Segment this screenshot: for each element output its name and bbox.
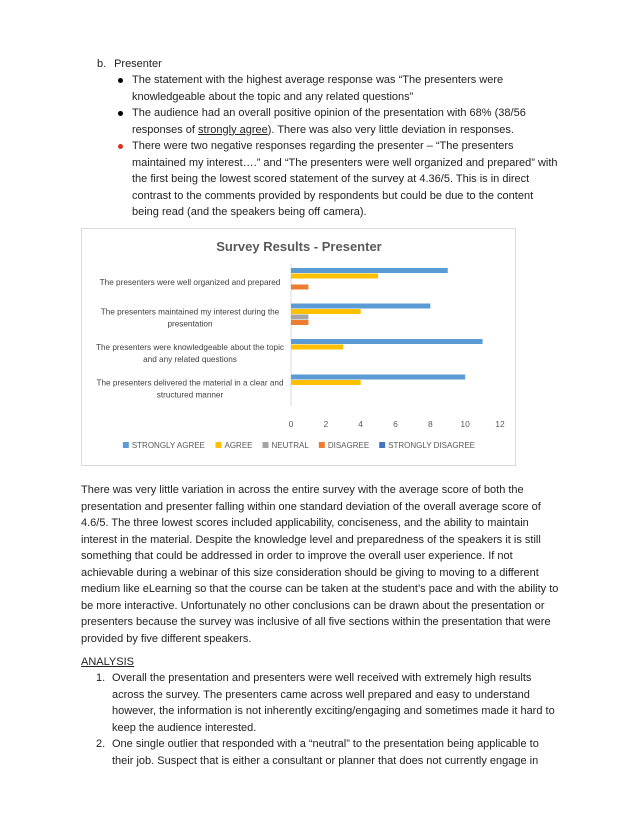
bar-agree xyxy=(291,309,361,314)
bar-disagree xyxy=(291,320,308,325)
bullet-text: There were two negative responses regarding the presenter – “The presenters maintained my interest….” and “The presenters were well organized and prepared” with the first being the lowest scored statement of the survey at 4.36/5. This is in direct contrast to the comments provided by respondents but could be due to the content being read (and the speakers being off camera). xyxy=(132,140,558,218)
bar-disagree xyxy=(291,285,308,290)
bar-strongly-agree xyxy=(291,268,448,273)
legend-swatch xyxy=(262,442,268,448)
chart-title: Survey Results - Presenter xyxy=(216,239,382,254)
bullet-text-after: ). There was also very little deviation in responses. xyxy=(267,123,514,136)
analysis-item-number: 2. xyxy=(96,738,106,750)
section-b-heading xyxy=(97,56,162,73)
bar-neutral xyxy=(291,315,308,320)
summary-paragraph: There was very little variation in across the entire survey with the average score of both the presentation and presenter falling within one standard deviation of the overall average score of 4.6/5. The three lowest scores included applicability, conciseness, and the ability to maintain interest in the material. Despite the knowledge level and preparedness of the speakers it is still something that could be addressed in order to improve the overall user experience. If not achievable during a webinar of this size consideration should be giving to moving to a different medium like eLearning so that the course can be taken at the student’s pace and with the ability to be more interactive. Unfortunately no other conclusions can be drawn about the presentation or presenters because the survey was inclusive of all five sections within the presentation that were provided by five different speakers. xyxy=(81,484,559,645)
analysis-item-text: Overall the presentation and presenters were well received with extremely high results across the survey. The presenters came across well prepared and easy to understand however, the information is not inherently exciting/engaging and sometimes made it hard to keep the audience interested. xyxy=(112,672,555,734)
category-label: presentation xyxy=(167,319,213,329)
x-tick-label: 8 xyxy=(427,419,433,429)
legend-swatch xyxy=(379,442,385,448)
bar-agree xyxy=(291,380,361,385)
bar-strongly-agree xyxy=(291,339,483,344)
legend-entry: STRONGLY DISAGREE xyxy=(388,441,476,450)
bar-strongly-agree xyxy=(291,375,465,380)
legend-swatch xyxy=(123,442,129,448)
bullet-text-before: The audience had an overall positive opinion of the presentation with 68% (38/56 responses of xyxy=(132,107,526,136)
section-b-label: b. xyxy=(97,58,107,70)
analysis-item-text: One single outlier that responded with a “neutral” to the presentation being applicable to their job. Suspect that is either a consultant or planner that does not currently engage in xyxy=(112,738,539,767)
legend-swatch xyxy=(319,442,325,448)
bullet-highest-average xyxy=(118,72,558,105)
analysis-heading: ANALYSIS xyxy=(81,656,134,668)
bullet-underlined-text: strongly agree xyxy=(198,123,268,136)
bullet-overall-positive xyxy=(118,105,558,138)
analysis-item xyxy=(96,736,558,769)
bar-agree xyxy=(291,274,378,279)
x-tick-label: 2 xyxy=(323,419,329,429)
survey-results-chart xyxy=(81,228,516,466)
chart-canvas xyxy=(82,229,517,467)
analysis-list xyxy=(96,670,558,769)
legend-swatch xyxy=(215,442,221,448)
category-label: The presenters were well organized and prepared xyxy=(99,277,281,287)
category-label: The presenters were knowledgeable about the topic xyxy=(96,342,284,352)
legend-entry: DISAGREE xyxy=(327,441,370,450)
bar-agree xyxy=(291,345,343,350)
legend-entry: STRONGLY AGREE xyxy=(131,441,205,450)
category-label: The presenters delivered the material in a clear and xyxy=(96,378,284,388)
x-tick-label: 0 xyxy=(288,419,294,429)
bar-strongly-agree xyxy=(291,304,430,309)
x-tick-label: 4 xyxy=(358,419,364,429)
bullet-negative-responses xyxy=(118,138,558,221)
legend-entry: NEUTRAL xyxy=(271,441,309,450)
category-label: The presenters maintained my interest during the xyxy=(100,307,280,317)
x-tick-label: 12 xyxy=(495,419,505,429)
analysis-item-number: 1. xyxy=(96,672,106,684)
analysis-item xyxy=(96,670,558,736)
category-label: structured manner xyxy=(156,390,224,400)
x-tick-label: 10 xyxy=(460,419,470,429)
presenter-bullet-list xyxy=(118,72,558,221)
section-b-title: Presenter xyxy=(114,58,162,70)
x-tick-label: 6 xyxy=(393,419,398,429)
category-label: and any related questions xyxy=(143,354,237,364)
bullet-text: The statement with the highest average response was “The presenters were knowledgeable about the topic and any related questions” xyxy=(132,74,504,103)
legend-entry: AGREE xyxy=(224,441,253,450)
